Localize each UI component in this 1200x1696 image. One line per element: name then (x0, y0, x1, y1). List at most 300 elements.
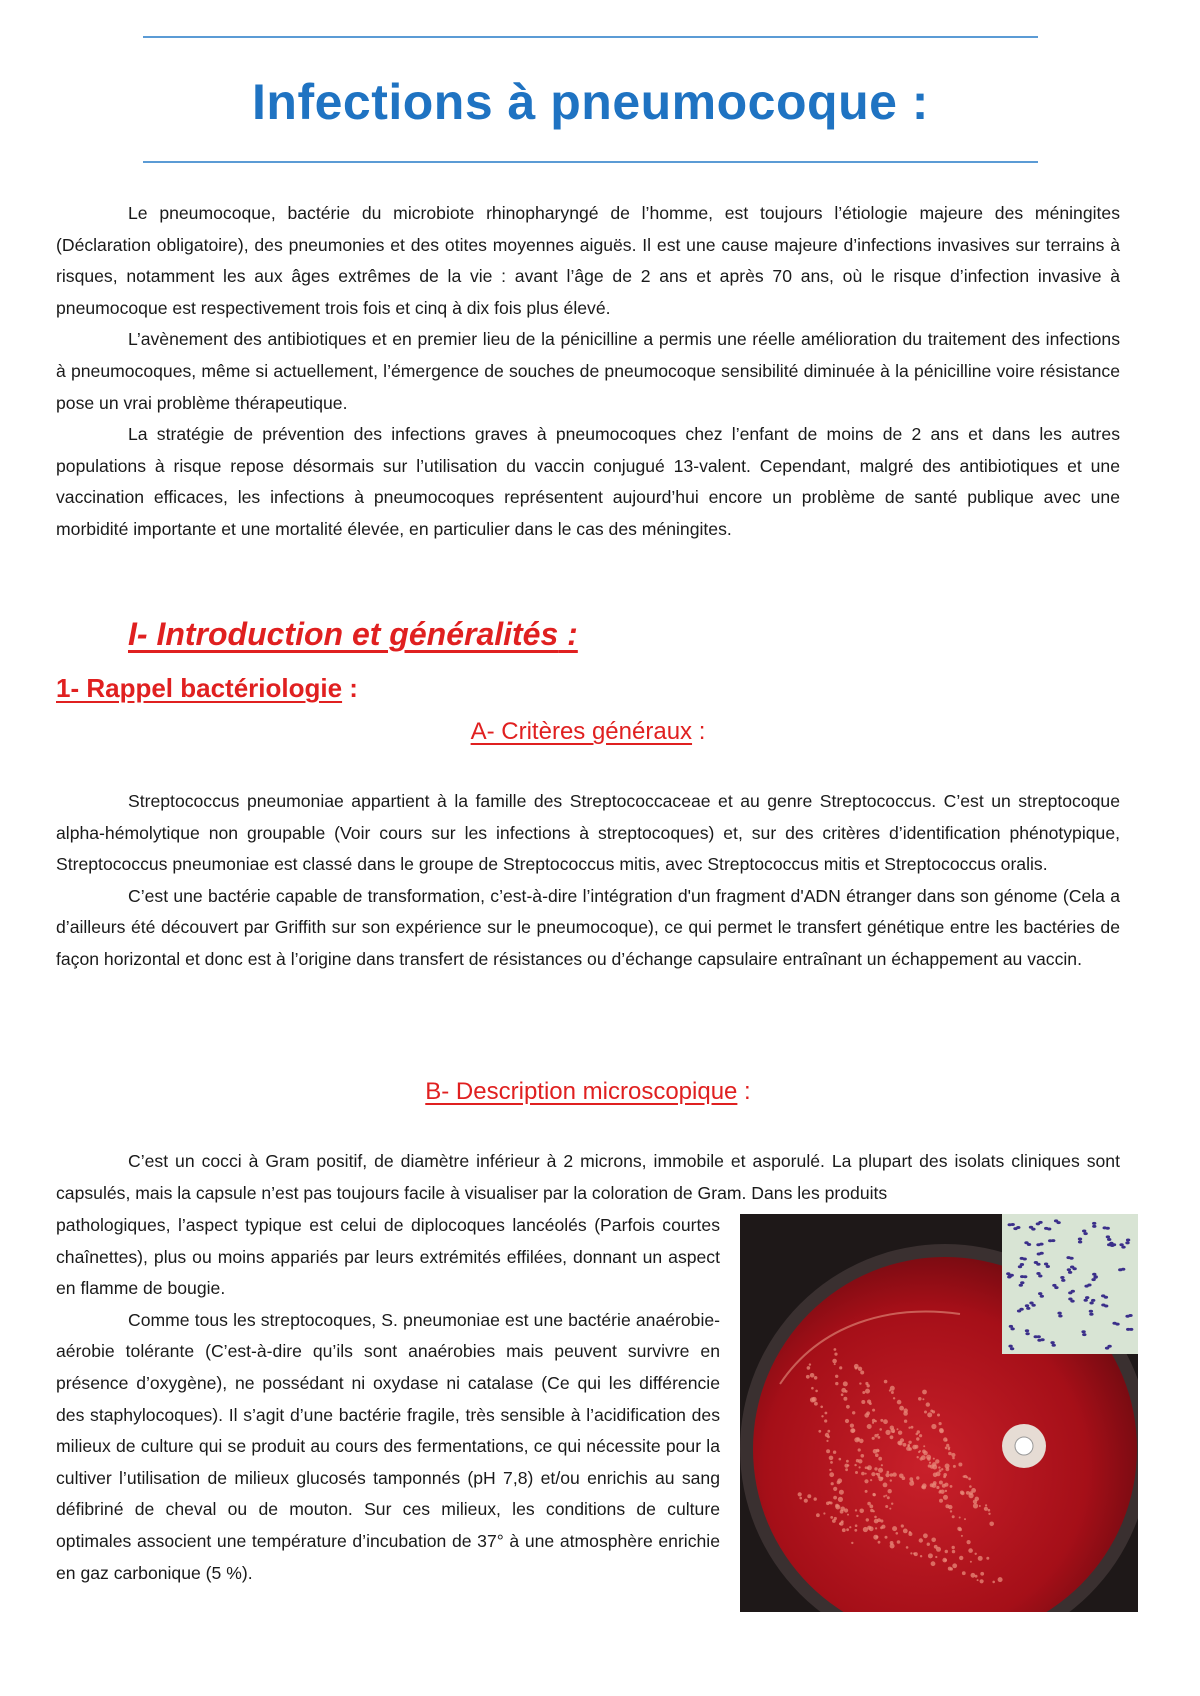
subheading-suffix: : (692, 718, 706, 745)
colony (998, 1577, 1003, 1582)
colony (833, 1451, 836, 1454)
colony (841, 1388, 846, 1393)
colony (939, 1499, 943, 1503)
colony (850, 1424, 854, 1428)
coccus (1089, 1313, 1093, 1316)
body-paragraph: C’est une bactérie capable de transformation, c’est-à-dire l’intégration d'un fragment d'ADN étranger dans son génome (Cela a d’ailleurs été découvert par Griffith sur son expérience sur le pneumocoque), ce qui permet le transfert génétique entre les bactéries de façon horizontal et donc est à l’origine dans transfert de résistances ou d’échange capsulaire entraînant un échappement au vaccin. (56, 885, 1120, 969)
intro-section (56, 198, 1120, 546)
colony (907, 1444, 910, 1447)
colony (807, 1494, 811, 1498)
colony (945, 1447, 948, 1450)
colony (841, 1393, 844, 1396)
colony (880, 1519, 883, 1522)
colony (818, 1430, 821, 1433)
colony (918, 1397, 922, 1401)
colony (939, 1422, 942, 1425)
colony (851, 1542, 853, 1544)
colony (883, 1419, 888, 1424)
colony (869, 1526, 874, 1531)
colony (864, 1413, 869, 1418)
colony (885, 1536, 888, 1539)
coccus (1115, 1323, 1119, 1326)
colony (815, 1390, 818, 1393)
coccus (1091, 1278, 1095, 1281)
colony (834, 1363, 836, 1365)
colony (846, 1528, 849, 1531)
colony (986, 1557, 989, 1560)
coccus (1082, 1333, 1086, 1336)
colony (927, 1543, 930, 1546)
colony (919, 1434, 922, 1437)
colony (865, 1490, 868, 1493)
colony (888, 1489, 892, 1493)
coccus (1083, 1232, 1087, 1235)
colony (898, 1441, 902, 1445)
colony (922, 1398, 924, 1400)
colony (865, 1389, 870, 1394)
colony (878, 1436, 881, 1439)
colony (875, 1453, 879, 1457)
coccus (1013, 1227, 1017, 1230)
colony (940, 1490, 944, 1494)
colony (854, 1529, 857, 1532)
body-paragraph: Streptococcus pneumoniae appartient à la famille des Streptococcaceae et au genre Streptococcus. C’est un streptocoque alpha-hémolytique non groupable (Voir cours sur les infections à streptocoques) et, sur des critères d’identification phénotypique, Streptococcus pneumoniae est classé dans le groupe de Streptococcus mitis, avec Streptococcus mitis et Streptococcus oralis. (56, 791, 1120, 875)
colony (878, 1457, 882, 1461)
coccus (1104, 1296, 1108, 1299)
colony (859, 1466, 861, 1468)
colony (892, 1430, 895, 1433)
colony (897, 1400, 902, 1405)
colony (909, 1481, 914, 1486)
colony (861, 1472, 865, 1476)
colony (859, 1509, 864, 1514)
colony (946, 1444, 949, 1447)
colony (845, 1419, 849, 1423)
colony (890, 1541, 894, 1545)
colony (969, 1485, 972, 1488)
colony (890, 1435, 894, 1439)
subsection-heading-text: 1- Rappel bactériologie (56, 673, 343, 703)
colony (937, 1414, 940, 1417)
colony (953, 1465, 956, 1468)
colony (971, 1573, 976, 1578)
colony (814, 1376, 818, 1380)
colony (806, 1375, 810, 1379)
colony (885, 1495, 887, 1497)
colony (966, 1476, 968, 1478)
title-rule-bottom (143, 161, 1038, 163)
coccus (1094, 1275, 1098, 1278)
coccus (1010, 1327, 1014, 1330)
colony (809, 1363, 811, 1365)
colony (962, 1571, 966, 1575)
colony (943, 1495, 948, 1500)
coccus (1018, 1265, 1022, 1268)
colony (890, 1479, 892, 1481)
colony (861, 1400, 865, 1404)
colony (906, 1446, 911, 1451)
colony (861, 1454, 865, 1458)
colony (908, 1532, 912, 1536)
colony (873, 1510, 875, 1512)
section-heading-introduction (128, 612, 578, 656)
colony (970, 1561, 972, 1563)
colony (939, 1469, 942, 1472)
colony (936, 1547, 941, 1552)
colony (923, 1533, 928, 1538)
subheading-description-microscopique (56, 1074, 1120, 1110)
subheading-criteres-generaux (56, 714, 1120, 750)
colony (854, 1437, 859, 1442)
colony (870, 1479, 872, 1481)
coccus (1078, 1241, 1082, 1244)
colony (908, 1441, 911, 1444)
coccus (1106, 1235, 1110, 1238)
coccus (1008, 1345, 1012, 1348)
colony (873, 1493, 876, 1496)
coccus (1026, 1307, 1030, 1310)
colony (859, 1439, 864, 1444)
colony (865, 1473, 867, 1475)
colony (829, 1472, 834, 1477)
coccus (1023, 1258, 1027, 1261)
coccus (1037, 1335, 1041, 1338)
colony (988, 1509, 991, 1512)
colony (968, 1548, 973, 1553)
coccus (1023, 1275, 1027, 1278)
colony (841, 1520, 844, 1523)
coccus (1008, 1223, 1012, 1226)
colony (933, 1473, 938, 1478)
coccus (1072, 1267, 1076, 1270)
subsection-heading-suffix: : (342, 673, 358, 703)
colony (824, 1419, 827, 1422)
colony (903, 1443, 907, 1447)
colony (929, 1462, 931, 1464)
colony (851, 1428, 855, 1432)
coccus (1052, 1344, 1056, 1347)
colony (829, 1469, 831, 1471)
colony (935, 1459, 939, 1463)
colony (979, 1505, 981, 1507)
colony (814, 1497, 817, 1500)
colony (945, 1550, 948, 1553)
coccus (1050, 1341, 1054, 1344)
colony (928, 1553, 933, 1558)
colony (830, 1516, 833, 1519)
colony (828, 1501, 831, 1504)
colony (837, 1481, 841, 1485)
coccus (1037, 1339, 1041, 1342)
colony (950, 1567, 953, 1570)
colony (878, 1541, 881, 1544)
colony (862, 1391, 865, 1394)
colony (834, 1517, 837, 1520)
coccus (1125, 1315, 1129, 1318)
colony (829, 1456, 834, 1461)
colony (810, 1373, 815, 1378)
coccus (1089, 1310, 1093, 1313)
colony (958, 1463, 962, 1467)
colony (952, 1515, 955, 1518)
coccus (1038, 1292, 1042, 1295)
colony (855, 1509, 857, 1511)
colony (811, 1387, 814, 1390)
coccus (1068, 1271, 1072, 1274)
blood-agar-culture-image (740, 1214, 1138, 1612)
colony (952, 1457, 955, 1460)
culture-plate-illustration (740, 1214, 1138, 1612)
colony (867, 1465, 872, 1470)
coccus (1118, 1268, 1122, 1271)
colony (847, 1464, 849, 1466)
coccus (1092, 1225, 1096, 1228)
coccus (1031, 1304, 1035, 1307)
colony (952, 1546, 955, 1549)
colony (799, 1497, 802, 1500)
colony (967, 1540, 971, 1544)
coccus (1008, 1275, 1012, 1278)
colony (927, 1412, 932, 1417)
colony (883, 1495, 885, 1497)
coccus (1036, 1222, 1040, 1225)
colony (839, 1523, 841, 1525)
colony (916, 1437, 919, 1440)
colony (963, 1475, 965, 1477)
colony (831, 1482, 834, 1485)
colony (959, 1517, 961, 1519)
colony (920, 1555, 922, 1557)
coccus (1104, 1305, 1108, 1308)
coccus (1082, 1230, 1086, 1233)
coccus (1054, 1286, 1058, 1289)
colony (921, 1455, 926, 1460)
colony (804, 1499, 808, 1503)
colony (880, 1477, 883, 1480)
colony (826, 1449, 830, 1453)
colony (835, 1375, 838, 1378)
colony (992, 1581, 995, 1584)
coccus (1056, 1221, 1060, 1224)
colony (881, 1464, 883, 1466)
colony (874, 1467, 877, 1470)
colony (917, 1430, 920, 1433)
coccus (1025, 1304, 1029, 1307)
colony (936, 1486, 939, 1489)
colony (919, 1450, 921, 1452)
colony (945, 1439, 947, 1441)
colony (980, 1579, 984, 1583)
intro-paragraph: L’avènement des antibiotiques et en premier lieu de la pénicilline a permis une réelle amélioration du traitement des infections à pneumocoques, même si actuellement, l’émergence de souches de pneumocoque sensibilité diminuée à la pénicilline voire résistance pose un vrai problème thérapeutique. (56, 329, 1120, 413)
colony (930, 1465, 934, 1469)
colony (847, 1514, 849, 1516)
coccus (1107, 1238, 1111, 1241)
coccus (1070, 1300, 1074, 1303)
coccus (1019, 1284, 1023, 1287)
colony (896, 1532, 899, 1535)
coccus (1048, 1239, 1052, 1242)
colony (926, 1402, 930, 1406)
colony (872, 1422, 874, 1424)
colony (938, 1466, 940, 1468)
colony (897, 1540, 901, 1544)
coccus (1126, 1239, 1130, 1242)
coccus (1060, 1276, 1064, 1279)
colony (975, 1575, 978, 1578)
page-title: Infections à pneumocoque : (252, 74, 929, 130)
colony (948, 1505, 952, 1509)
subheading-text: B- Description microscopique (425, 1078, 738, 1105)
colony (916, 1476, 919, 1479)
colony (834, 1348, 837, 1351)
colony (874, 1516, 877, 1519)
colony (867, 1384, 870, 1387)
coccus (1085, 1296, 1089, 1299)
subheading-text: A- Critères généraux (470, 718, 693, 745)
colony (884, 1380, 888, 1384)
section-heading-suffix: : (558, 616, 578, 652)
colony (921, 1485, 924, 1488)
colony (871, 1472, 875, 1476)
colony (854, 1464, 856, 1466)
colony (943, 1475, 946, 1478)
colony (911, 1426, 914, 1429)
colony (952, 1563, 957, 1568)
colony (892, 1472, 896, 1476)
colony (867, 1424, 872, 1429)
colony (814, 1402, 818, 1406)
colony (919, 1538, 923, 1542)
colony (922, 1390, 927, 1395)
coccus (1084, 1285, 1088, 1288)
colony (891, 1503, 893, 1505)
colony (913, 1552, 915, 1554)
colony (903, 1411, 908, 1416)
coccus (1025, 1332, 1029, 1335)
colony (843, 1381, 848, 1386)
colony (860, 1371, 864, 1375)
colony (849, 1526, 851, 1528)
colony (833, 1487, 837, 1491)
colony (950, 1485, 953, 1488)
coccus (1031, 1228, 1035, 1231)
colony (832, 1359, 837, 1364)
colony (838, 1497, 843, 1502)
colony (807, 1366, 811, 1370)
colony (935, 1556, 937, 1558)
description-microscopique-lead (56, 1146, 1120, 1209)
colony (930, 1483, 934, 1487)
colony (867, 1400, 871, 1404)
coccus (1040, 1295, 1044, 1298)
coccus (1121, 1246, 1125, 1249)
colony (961, 1491, 965, 1495)
coccus (1017, 1310, 1021, 1313)
colony (931, 1538, 936, 1543)
colony (980, 1572, 984, 1576)
body-paragraph-continuation: pathologiques, l’aspect typique est celui de diplocoques lancéolés (Parfois courtes chaînettes), plus ou moins appariés par leurs extrémités effilées, donnant un aspect en flamme de bougie. (56, 1215, 720, 1299)
coccus (1047, 1228, 1051, 1231)
coccus (1125, 1241, 1129, 1244)
colony (866, 1518, 869, 1521)
colony (876, 1449, 880, 1453)
colony (887, 1496, 890, 1499)
coccus (1078, 1238, 1082, 1241)
colony (834, 1353, 837, 1356)
coccus (1069, 1257, 1073, 1260)
colony (959, 1556, 963, 1560)
colony (852, 1411, 855, 1414)
colony (885, 1505, 888, 1508)
colony (833, 1496, 837, 1500)
colony (897, 1428, 899, 1430)
colony (975, 1553, 977, 1555)
coccus (1106, 1227, 1110, 1230)
colony (978, 1556, 983, 1561)
coccus (1036, 1243, 1040, 1246)
colony (798, 1492, 802, 1496)
colony (812, 1397, 817, 1402)
colony (883, 1483, 888, 1488)
colony (855, 1471, 858, 1474)
colony (843, 1397, 847, 1401)
colony (932, 1410, 935, 1413)
colony (823, 1512, 825, 1514)
colony (856, 1515, 858, 1517)
colony (885, 1430, 890, 1435)
description-microscopique-body (56, 1210, 720, 1589)
colony (821, 1415, 823, 1417)
colony (876, 1536, 879, 1539)
coccus (1105, 1347, 1109, 1350)
colony (985, 1504, 987, 1506)
colony (984, 1507, 988, 1511)
colony (906, 1546, 909, 1549)
colony (899, 1406, 904, 1411)
colony (864, 1479, 868, 1483)
coccus (1036, 1263, 1040, 1266)
colony (951, 1453, 955, 1457)
colony (839, 1458, 842, 1461)
coccus (1057, 1312, 1061, 1315)
colony (952, 1550, 955, 1553)
colony (874, 1519, 879, 1524)
colony (875, 1527, 877, 1529)
coccus (1112, 1243, 1116, 1246)
colony (939, 1429, 944, 1434)
colony (924, 1411, 927, 1414)
colony (977, 1579, 979, 1581)
coccus (1084, 1299, 1088, 1302)
coccus (1061, 1279, 1065, 1282)
colony (867, 1502, 871, 1506)
colony (923, 1445, 925, 1447)
body-paragraph: Comme tous les streptocoques, S. pneumoniae est une bactérie anaérobie-aérobie tolérante (C’est-à-dire qu’ils sont anaérobies mais peuvent survivre en présence d’oxygène), ne possédant ni oxydase ni catalase (Ce qui les différencie des staphylocoques). Il s’agit d’une bactérie fragile, très sensible à l’acidification des milieux de culture qui se produit au cours des fermentations, ce qui nécessite pour la cultiver l’utilisation de milieux glucosés tamponnés (pH 7,8) et/ou enrichis au sang défibriné de cheval ou de mouton. Sur ces milieux, les conditions de culture optimales associent une température d’incubation de 37° à une atmosphère enrichie en gaz carbonique (5 %). (56, 1309, 720, 1583)
colony (839, 1366, 842, 1369)
colony (816, 1513, 820, 1517)
colony (887, 1471, 890, 1474)
coccus (1020, 1281, 1024, 1284)
colony (835, 1505, 840, 1510)
coccus (1027, 1243, 1031, 1246)
coccus (1038, 1275, 1042, 1278)
colony (961, 1535, 963, 1537)
coccus (1129, 1328, 1133, 1331)
colony (858, 1448, 861, 1451)
colony (856, 1459, 859, 1462)
colony (931, 1561, 936, 1566)
coccus (1068, 1291, 1072, 1294)
